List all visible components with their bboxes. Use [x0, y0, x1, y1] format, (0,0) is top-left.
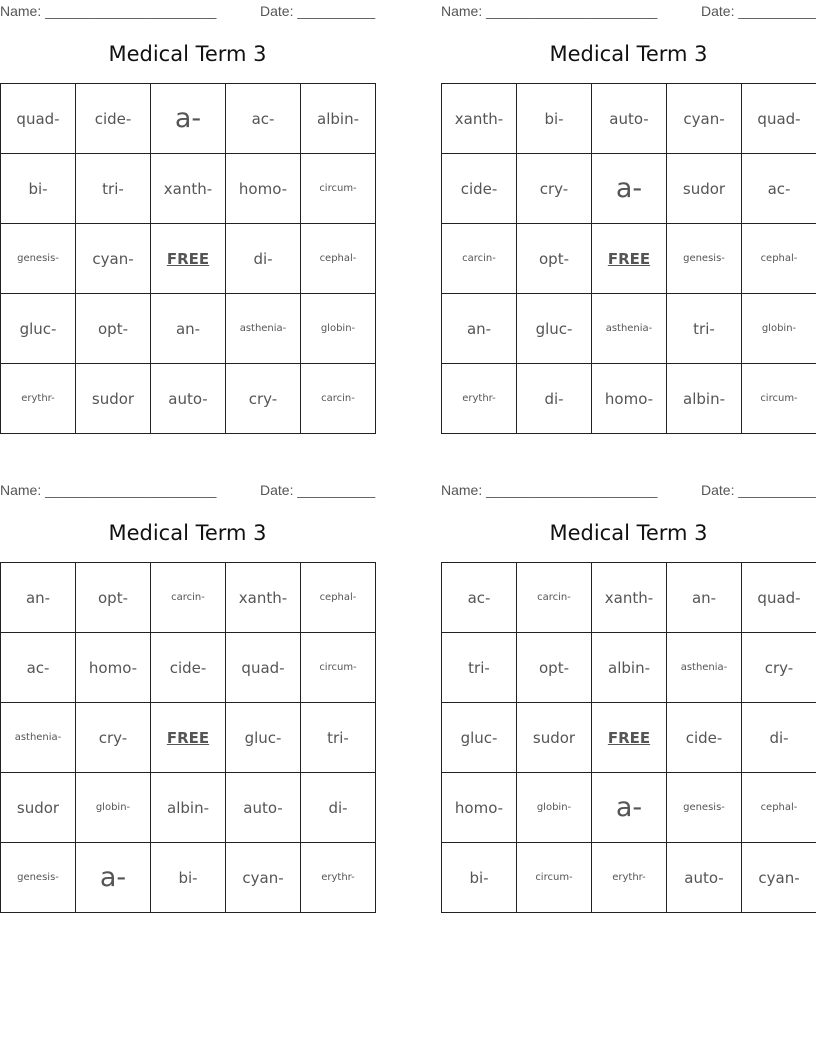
grid-cell: di-: [517, 364, 592, 434]
grid-cell: cide-: [667, 703, 742, 773]
free-space-cell: FREE: [151, 224, 226, 294]
name-field-label: Name: ______________________: [0, 482, 217, 498]
grid-cell: erythr-: [1, 364, 76, 434]
grid-cell: xanth-: [442, 84, 517, 154]
grid-cell: ac-: [742, 154, 816, 224]
grid-cell: cyan-: [667, 84, 742, 154]
grid-cell: circum-: [301, 154, 376, 224]
free-space-cell: FREE: [592, 703, 667, 773]
grid-cell: cide-: [151, 633, 226, 703]
grid-cell: albin-: [592, 633, 667, 703]
grid-cell: opt-: [76, 563, 151, 633]
grid-row: [442, 563, 816, 633]
card-title: Medical Term 3: [549, 521, 708, 545]
name-date-row: [0, 482, 375, 500]
grid-cell: auto-: [592, 84, 667, 154]
bingo-card-2: [441, 0, 816, 435]
grid-row: [442, 294, 816, 364]
grid-cell: homo-: [226, 154, 301, 224]
grid-row: [442, 633, 816, 703]
grid-cell: di-: [226, 224, 301, 294]
grid-row: [1, 633, 376, 703]
date-field-label: Date: __________: [260, 482, 376, 498]
grid-row: [1, 773, 376, 843]
free-space-cell: FREE: [151, 703, 226, 773]
grid-cell: asthenia-: [667, 633, 742, 703]
grid-row: [442, 843, 816, 913]
card-title: Medical Term 3: [108, 42, 267, 66]
grid-cell: tri-: [76, 154, 151, 224]
grid-cell: a-: [76, 843, 151, 913]
grid-cell: cry-: [517, 154, 592, 224]
grid-cell: opt-: [76, 294, 151, 364]
grid-cell: cephal-: [301, 563, 376, 633]
grid-cell: bi-: [442, 843, 517, 913]
grid-cell: genesis-: [667, 773, 742, 843]
grid-cell: tri-: [301, 703, 376, 773]
grid-cell: circum-: [517, 843, 592, 913]
grid-cell: homo-: [76, 633, 151, 703]
grid-cell: sudor: [76, 364, 151, 434]
grid-cell: auto-: [151, 364, 226, 434]
card-title: Medical Term 3: [108, 521, 267, 545]
grid-cell: homo-: [592, 364, 667, 434]
date-field-label: Date: __________: [701, 3, 816, 19]
grid-cell: genesis-: [1, 224, 76, 294]
grid-cell: asthenia-: [226, 294, 301, 364]
grid-row: [1, 84, 376, 154]
grid-row: [442, 773, 816, 843]
grid-cell: cyan-: [742, 843, 816, 913]
grid-cell: carcin-: [517, 563, 592, 633]
bingo-card-4: [441, 479, 816, 914]
grid-row: [1, 224, 376, 294]
grid-cell: genesis-: [1, 843, 76, 913]
grid-cell: erythr-: [301, 843, 376, 913]
grid-cell: cephal-: [742, 773, 816, 843]
grid-cell: a-: [151, 84, 226, 154]
date-field-label: Date: __________: [260, 3, 376, 19]
grid-cell: tri-: [442, 633, 517, 703]
grid-cell: circum-: [301, 633, 376, 703]
grid-row: [442, 154, 816, 224]
grid-cell: carcin-: [151, 563, 226, 633]
bingo-grid: [0, 83, 376, 434]
grid-cell: tri-: [667, 294, 742, 364]
grid-cell: opt-: [517, 633, 592, 703]
grid-cell: carcin-: [442, 224, 517, 294]
grid-cell: homo-: [442, 773, 517, 843]
grid-cell: an-: [667, 563, 742, 633]
grid-cell: quad-: [742, 84, 816, 154]
grid-row: [1, 703, 376, 773]
grid-cell: bi-: [151, 843, 226, 913]
grid-cell: erythr-: [442, 364, 517, 434]
grid-row: [442, 703, 816, 773]
grid-cell: xanth-: [592, 563, 667, 633]
grid-row: [442, 224, 816, 294]
grid-cell: carcin-: [301, 364, 376, 434]
grid-row: [442, 364, 816, 434]
grid-cell: gluc-: [1, 294, 76, 364]
grid-cell: xanth-: [151, 154, 226, 224]
grid-cell: cry-: [226, 364, 301, 434]
bingo-grid: [441, 83, 816, 434]
grid-cell: opt-: [517, 224, 592, 294]
grid-cell: auto-: [667, 843, 742, 913]
grid-cell: gluc-: [226, 703, 301, 773]
grid-cell: di-: [301, 773, 376, 843]
grid-cell: genesis-: [667, 224, 742, 294]
grid-cell: an-: [1, 563, 76, 633]
grid-cell: asthenia-: [592, 294, 667, 364]
grid-cell: auto-: [226, 773, 301, 843]
grid-cell: a-: [592, 773, 667, 843]
grid-row: [442, 84, 816, 154]
name-field-label: Name: ______________________: [441, 482, 658, 498]
grid-row: [1, 843, 376, 913]
grid-cell: ac-: [442, 563, 517, 633]
grid-cell: gluc-: [442, 703, 517, 773]
name-field-label: Name: ______________________: [441, 3, 658, 19]
bingo-card-3: [0, 479, 375, 914]
grid-cell: cephal-: [742, 224, 816, 294]
grid-cell: cyan-: [226, 843, 301, 913]
grid-cell: globin-: [76, 773, 151, 843]
grid-cell: asthenia-: [1, 703, 76, 773]
free-space-cell: FREE: [592, 224, 667, 294]
name-date-row: [441, 3, 816, 21]
grid-cell: globin-: [742, 294, 816, 364]
bingo-grid: [441, 562, 816, 913]
grid-cell: quad-: [742, 563, 816, 633]
grid-cell: an-: [442, 294, 517, 364]
grid-cell: di-: [742, 703, 816, 773]
grid-cell: globin-: [301, 294, 376, 364]
grid-cell: quad-: [226, 633, 301, 703]
grid-cell: ac-: [226, 84, 301, 154]
grid-cell: circum-: [742, 364, 816, 434]
grid-cell: cry-: [742, 633, 816, 703]
name-date-row: [441, 482, 816, 500]
grid-cell: ac-: [1, 633, 76, 703]
grid-cell: cide-: [442, 154, 517, 224]
card-title: Medical Term 3: [549, 42, 708, 66]
grid-cell: sudor: [1, 773, 76, 843]
bingo-card-1: [0, 0, 375, 435]
grid-cell: sudor: [517, 703, 592, 773]
grid-cell: a-: [592, 154, 667, 224]
grid-cell: sudor: [667, 154, 742, 224]
grid-cell: cephal-: [301, 224, 376, 294]
grid-cell: xanth-: [226, 563, 301, 633]
grid-cell: globin-: [517, 773, 592, 843]
grid-cell: erythr-: [592, 843, 667, 913]
grid-cell: albin-: [151, 773, 226, 843]
grid-cell: albin-: [667, 364, 742, 434]
grid-row: [1, 364, 376, 434]
grid-cell: cyan-: [76, 224, 151, 294]
grid-row: [1, 563, 376, 633]
name-date-row: [0, 3, 375, 21]
grid-cell: an-: [151, 294, 226, 364]
grid-cell: cide-: [76, 84, 151, 154]
grid-cell: quad-: [1, 84, 76, 154]
date-field-label: Date: __________: [701, 482, 816, 498]
grid-cell: bi-: [517, 84, 592, 154]
grid-cell: albin-: [301, 84, 376, 154]
grid-cell: bi-: [1, 154, 76, 224]
bingo-grid: [0, 562, 376, 913]
grid-cell: cry-: [76, 703, 151, 773]
grid-row: [1, 294, 376, 364]
name-field-label: Name: ______________________: [0, 3, 217, 19]
grid-row: [1, 154, 376, 224]
grid-cell: gluc-: [517, 294, 592, 364]
